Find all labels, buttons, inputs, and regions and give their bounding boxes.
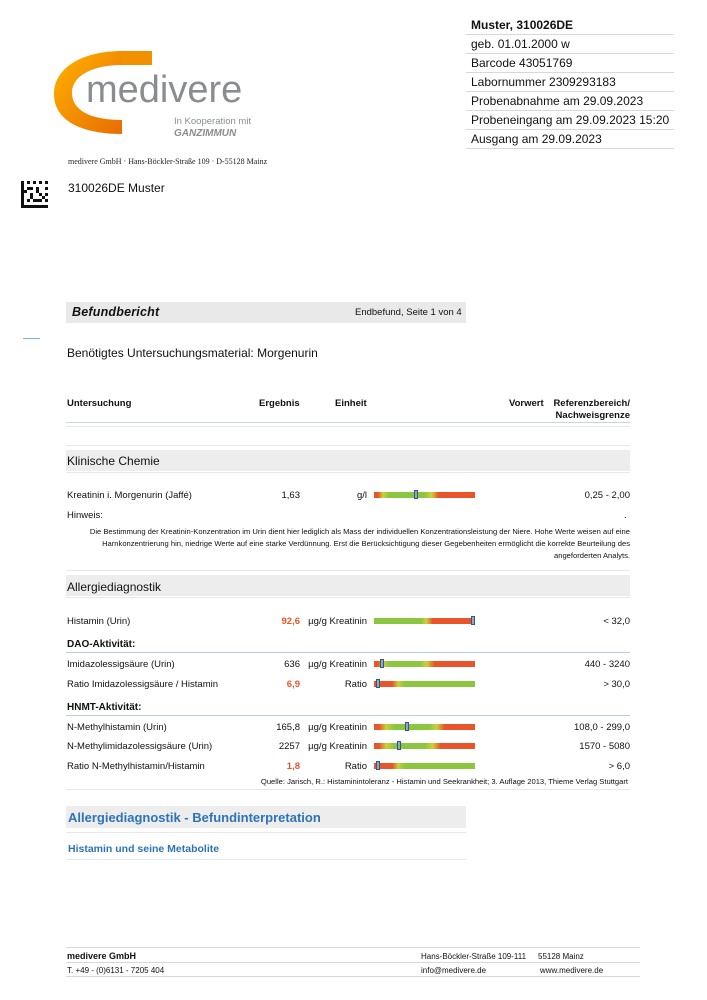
- medivere-logo: [52, 46, 282, 146]
- divider: [66, 426, 630, 427]
- footer-city: 55128 Mainz: [538, 952, 584, 961]
- footer-divider: [66, 976, 640, 977]
- col-header-ref1: Referenzbereich/: [553, 398, 630, 409]
- interpretation-subtitle: Histamin und seine Metabolite: [68, 843, 220, 855]
- section-title-allergy: Allergiediagnostik: [67, 580, 162, 594]
- range-marker: [376, 679, 380, 688]
- row-nmimid-bar: [374, 743, 475, 749]
- hinweis-dot: .: [624, 510, 627, 521]
- row-imidazol-unit: µg/g Kreatinin: [308, 659, 367, 670]
- row-histamin-name: Histamin (Urin): [67, 616, 131, 627]
- row-kreatinin-name: Kreatinin i. Morgenurin (Jaffé): [67, 490, 192, 501]
- row-ratio-nmh-name: Ratio N-Methylhistamin/Histamin: [67, 761, 205, 772]
- divider: [66, 445, 630, 446]
- patient-info-box: [466, 16, 674, 149]
- col-header-ref2: Nachweisgrenze: [555, 410, 630, 421]
- patient-barcode: Barcode 43051769: [466, 54, 674, 73]
- row-histamin-unit: µg/g Kreatinin: [308, 616, 367, 627]
- logo-coop-text: In Kooperation mit: [174, 116, 252, 127]
- row-nmh-ref: 108,0 - 299,0: [574, 722, 630, 733]
- fold-mark: [23, 338, 40, 339]
- row-kreatinin-unit: g/l: [356, 490, 367, 501]
- row-ratio-imid-name: Ratio Imidazolessigsäure / Histamin: [67, 679, 219, 690]
- footer-divider: [66, 947, 640, 948]
- row-ratio-imid-value: 6,9: [286, 679, 300, 690]
- patient-birth: geb. 01.01.2000 w: [466, 35, 674, 54]
- datamatrix-code: [21, 181, 48, 208]
- row-histamin-bar: [374, 618, 475, 624]
- range-marker: [414, 490, 418, 499]
- hinweis-label: Hinweis:: [67, 510, 103, 521]
- col-header-test: Untersuchung: [67, 398, 132, 409]
- row-nmh-name: N-Methylhistamin (Urin): [67, 722, 167, 733]
- section-title-chem: Klinische Chemie: [67, 454, 160, 468]
- row-nmh-value: 165,8: [276, 722, 300, 733]
- range-marker: [471, 616, 475, 625]
- divider: [66, 422, 630, 423]
- row-imidazol-bar: [374, 661, 475, 667]
- row-imidazol-name: Imidazolessigsäure (Urin): [67, 659, 175, 670]
- interpretation-title: Allergiediagnostik - Befundinterpretation: [68, 810, 321, 825]
- row-ratio-nmh-bar: [374, 763, 475, 769]
- divider: [66, 570, 630, 571]
- sender-line: medivere GmbH · Hans-Böckler-Straße 109 · D-55128 Mainz: [68, 157, 268, 166]
- divider: [66, 832, 466, 833]
- row-ratio-nmh-unit: Ratio: [344, 761, 367, 772]
- divider: [66, 789, 630, 790]
- row-ratio-nmh-ref: > 6,0: [608, 761, 630, 772]
- row-ratio-imid-bar: [374, 681, 475, 687]
- row-imidazol-value: 636: [284, 659, 300, 670]
- row-ratio-imid-unit: Ratio: [344, 679, 367, 690]
- patient-labnr: Labornummer 2309293183: [466, 73, 674, 92]
- row-kreatinin-bar: [374, 492, 475, 498]
- source-note: Quelle: Jarisch, R.: Histaminintoleranz - Histamin und Seekrankheit; 3. Auflage 2013, Thieme Verlag Stuttgart: [260, 777, 628, 786]
- divider: [66, 472, 630, 473]
- logo-brand-text: medivere: [86, 69, 243, 111]
- row-kreatinin-ref: 0,25 - 2,00: [584, 490, 630, 501]
- footer-company: medivere GmbH: [67, 951, 137, 961]
- report-title: Befundbericht: [72, 305, 160, 319]
- subsection-hnmt: HNMT-Aktivität:: [67, 702, 142, 713]
- col-header-result: Ergebnis: [259, 398, 300, 409]
- range-marker: [376, 761, 380, 770]
- row-ratio-nmh-value: 1,8: [286, 761, 300, 772]
- footer-phone: T. +49 - (0)6131 - 7205 404: [67, 966, 165, 975]
- row-histamin-ref: < 32,0: [603, 616, 630, 627]
- divider: [66, 859, 466, 860]
- col-header-prev: Vorwert: [509, 398, 544, 409]
- row-nmimid-unit: µg/g Kreatinin: [308, 741, 367, 752]
- hinweis-text: Die Bestimmung der Kreatinin-Konzentration im Urin dient hier lediglich als Mass der individuellen Konzentrationsleistung der Niere. Hohe Werte weisen auf eine Harnkonzentrierung hin, niedrige Werte auf eine starke Verdünnung. Erst die Berücksichtigung dieser Gegebenheiten ermöglicht die korrekte Beurteilung des angeforderten Analyts.: [89, 527, 630, 560]
- patient-output: Ausgang am 29.09.2023: [466, 130, 674, 149]
- patient-receipt: Probeneingang am 29.09.2023 15:20: [466, 111, 674, 130]
- divider: [66, 652, 630, 653]
- col-header-unit: Einheit: [335, 398, 367, 409]
- report-page-info: Endbefund, Seite 1 von 4: [355, 307, 462, 318]
- divider: [66, 715, 630, 716]
- divider: [66, 597, 630, 598]
- patient-sampling: Probenabnahme am 29.09.2023: [466, 92, 674, 111]
- footer-divider: [66, 962, 640, 963]
- row-nmh-bar: [374, 724, 475, 730]
- row-nmimid-ref: 1570 - 5080: [579, 741, 630, 752]
- row-ratio-imid-ref: > 30,0: [603, 679, 630, 690]
- logo-partner-text: GANZIMMUN: [174, 128, 237, 139]
- footer-email[interactable]: info@medivere.de: [421, 966, 487, 975]
- footer-street: Hans-Böckler-Straße 109-111: [421, 952, 527, 961]
- recipient-address: 310026DE Muster: [68, 181, 165, 195]
- row-kreatinin-value: 1,63: [281, 490, 300, 501]
- patient-name: Muster, 310026DE: [466, 16, 674, 35]
- row-nmh-unit: µg/g Kreatinin: [308, 722, 367, 733]
- row-nmimid-name: N-Methylimidazolessigsäure (Urin): [67, 741, 213, 752]
- sample-material: Benötigtes Untersuchungsmaterial: Morgenurin: [67, 346, 318, 360]
- row-histamin-value: 92,6: [281, 616, 300, 627]
- range-marker: [380, 659, 384, 668]
- subsection-dao: DAO-Aktivität:: [67, 639, 136, 650]
- range-marker: [405, 722, 409, 731]
- row-nmimid-value: 2257: [278, 741, 300, 752]
- range-marker: [397, 741, 401, 750]
- row-imidazol-ref: 440 - 3240: [584, 659, 630, 670]
- footer-web[interactable]: www.medivere.de: [540, 966, 604, 975]
